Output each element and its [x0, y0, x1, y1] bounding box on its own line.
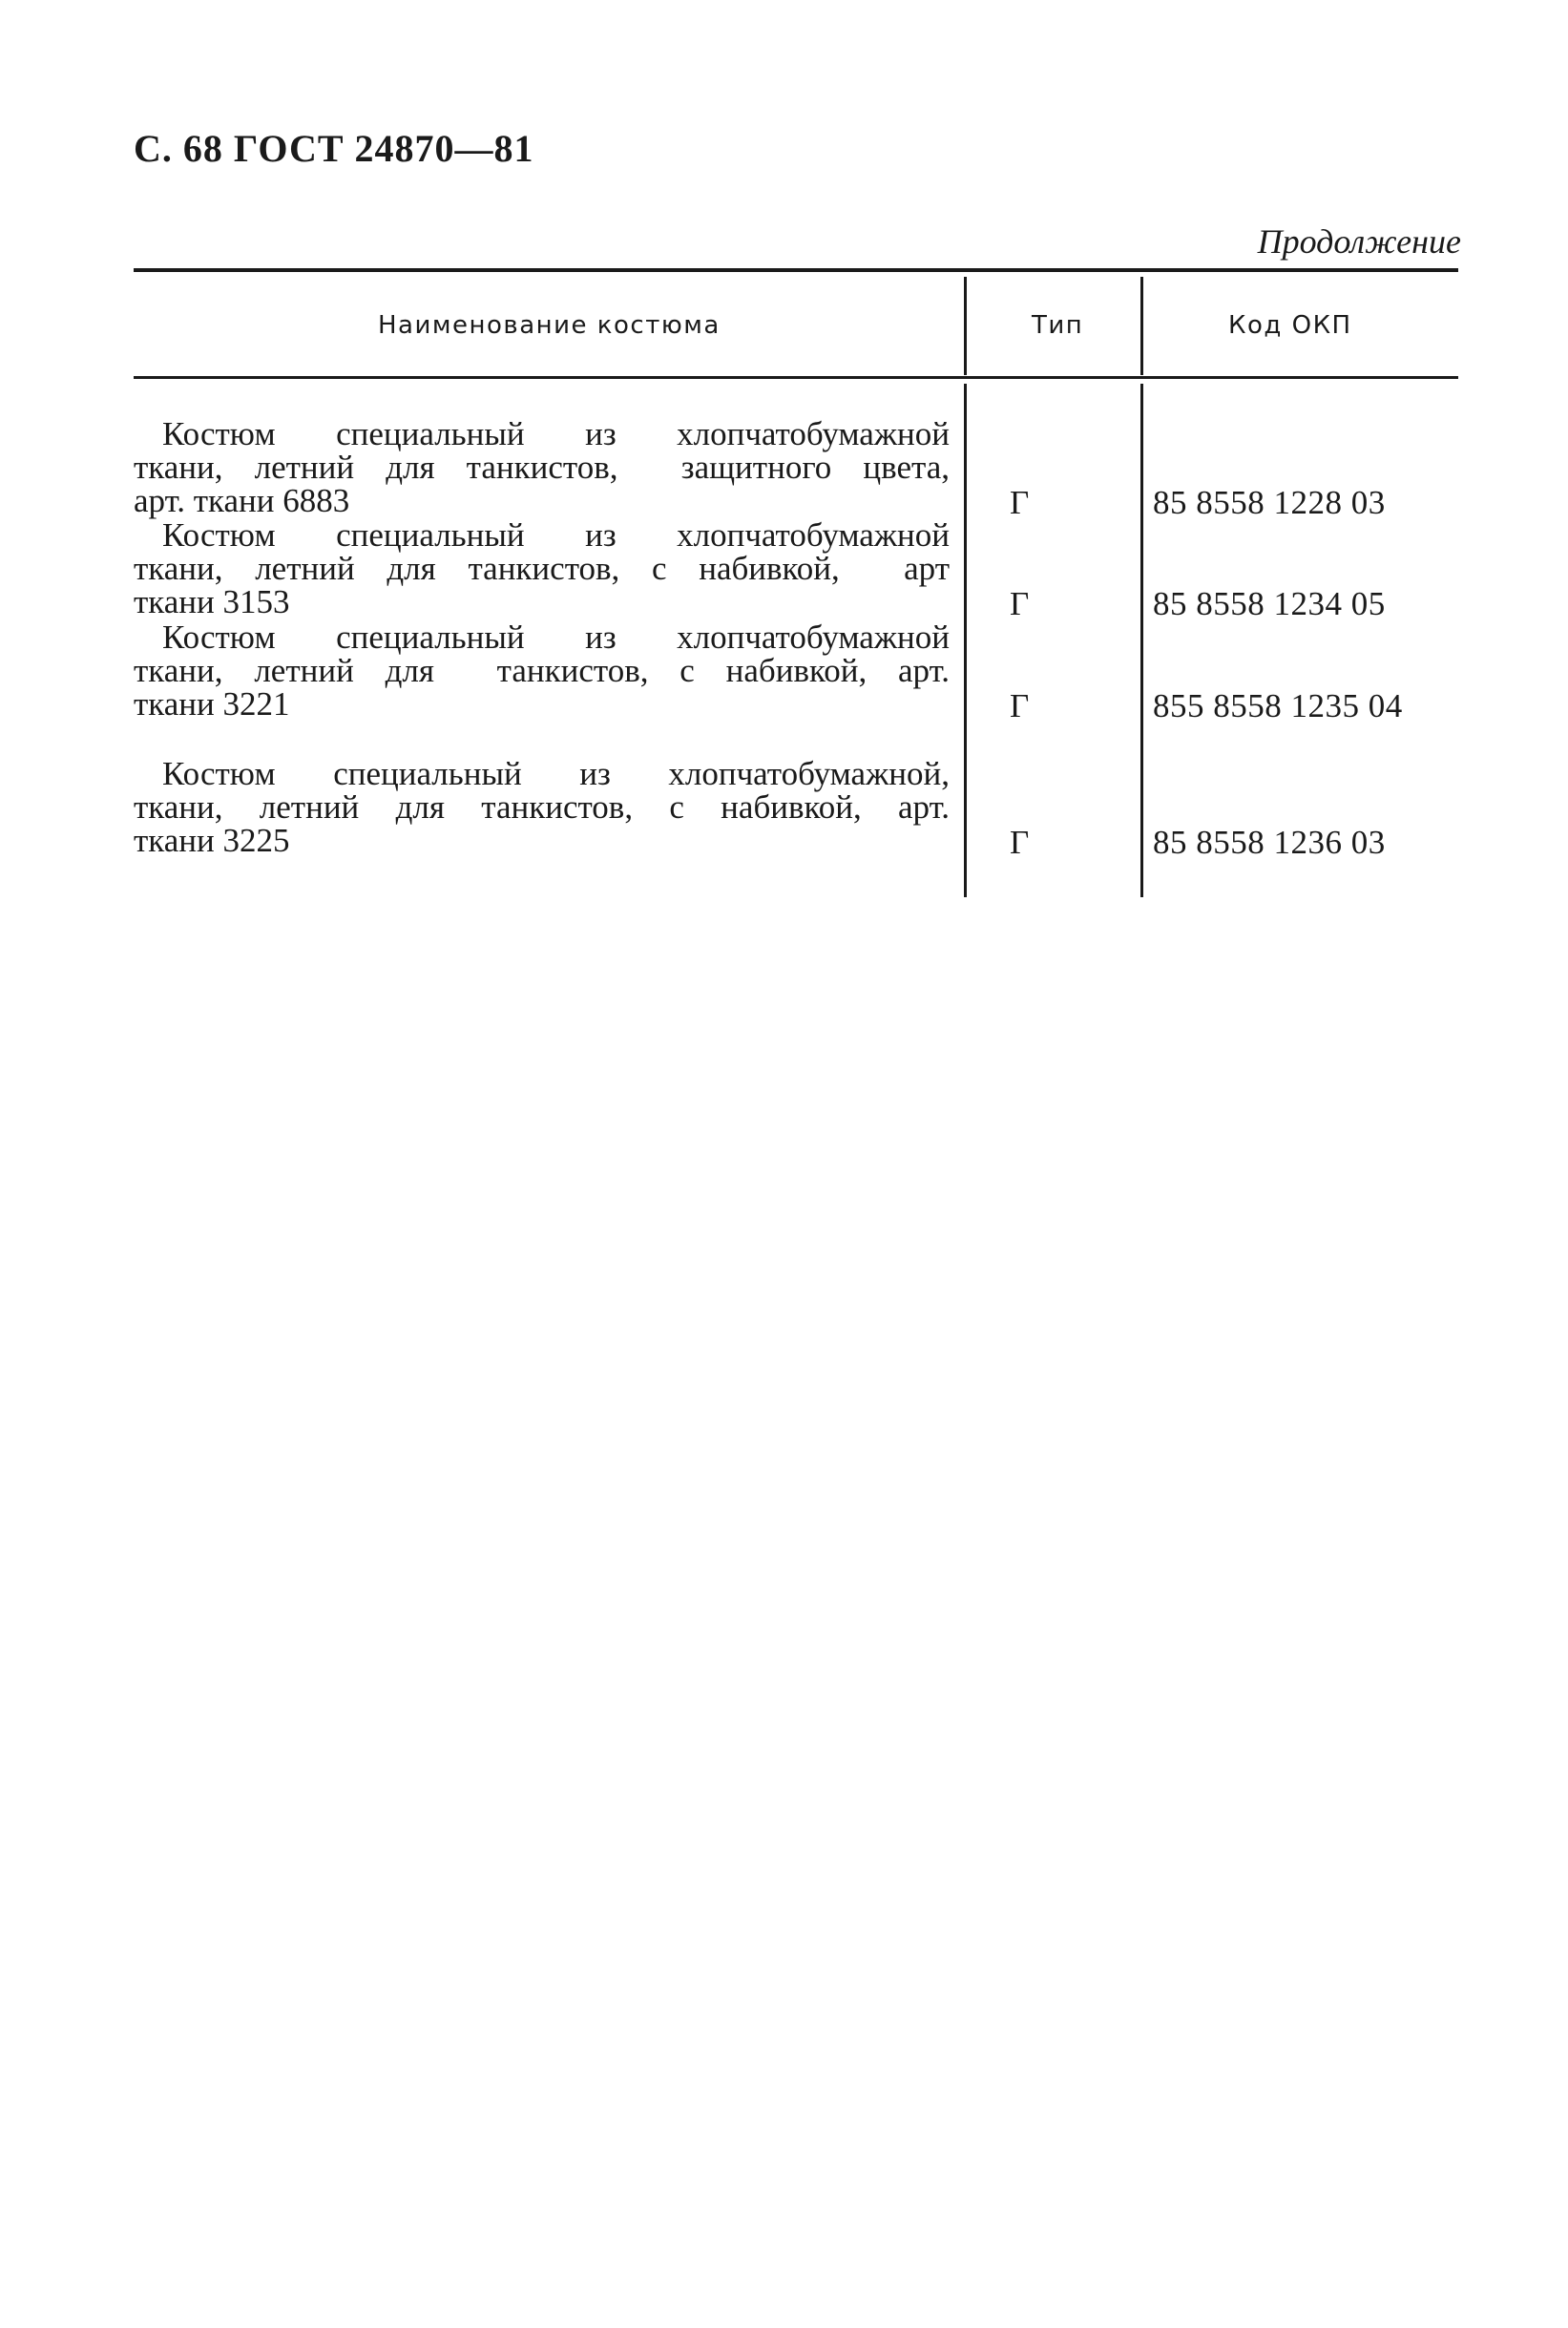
description-line: ткани, летний для танкистов, с набивкой, арт.	[134, 788, 950, 826]
suit-description	[134, 417, 950, 517]
column-header-type: Тип	[1032, 311, 1084, 340]
type-cell: Г	[1010, 484, 1030, 521]
okp-code-cell: 85 8558 1228 03	[1153, 484, 1386, 521]
suit-description	[134, 620, 950, 721]
type-cell: Г	[1010, 824, 1030, 861]
table-header-rule	[134, 376, 1458, 379]
header-divider-left	[964, 277, 967, 375]
okp-code-cell: 85 8558 1236 03	[1153, 824, 1386, 861]
column-header-name: Наименование костюма	[378, 311, 721, 340]
okp-code-cell: 85 8558 1234 05	[1153, 585, 1386, 622]
description-line: ткани, летний для танкистов, защитного цвета,	[134, 449, 950, 486]
type-cell: Г	[1010, 687, 1030, 724]
description-line: Костюм специальный из хлопчатобумажной,	[162, 755, 950, 792]
description-line: ткани 3153	[134, 583, 290, 620]
type-cell: Г	[1010, 585, 1030, 622]
suit-description	[134, 757, 950, 857]
body-divider-left	[964, 384, 967, 897]
continuation-label: Продолжение	[1257, 222, 1461, 261]
description-line: ткани 3221	[134, 685, 290, 723]
description-line: ткани, летний для танкистов, с набивкой, арт.	[134, 652, 950, 689]
description-line: арт. ткани 6883	[134, 482, 350, 519]
description-line: Костюм специальный из хлопчатобумажной	[162, 619, 950, 656]
column-header-code: Код ОКП	[1228, 311, 1352, 340]
description-line: ткани, летний для танкистов, с набивкой, арт	[134, 550, 950, 587]
okp-code-cell: 855 8558 1235 04	[1153, 687, 1403, 724]
page-header: С. 68 ГОСТ 24870—81	[134, 127, 534, 170]
suit-description	[134, 518, 950, 619]
header-divider-right	[1140, 277, 1143, 375]
body-divider-right	[1140, 384, 1143, 897]
table-top-rule	[134, 268, 1458, 272]
description-line: Костюм специальный из хлопчатобумажной	[162, 415, 950, 452]
description-line: Костюм специальный из хлопчатобумажной	[162, 516, 950, 554]
description-line: ткани 3225	[134, 822, 290, 859]
